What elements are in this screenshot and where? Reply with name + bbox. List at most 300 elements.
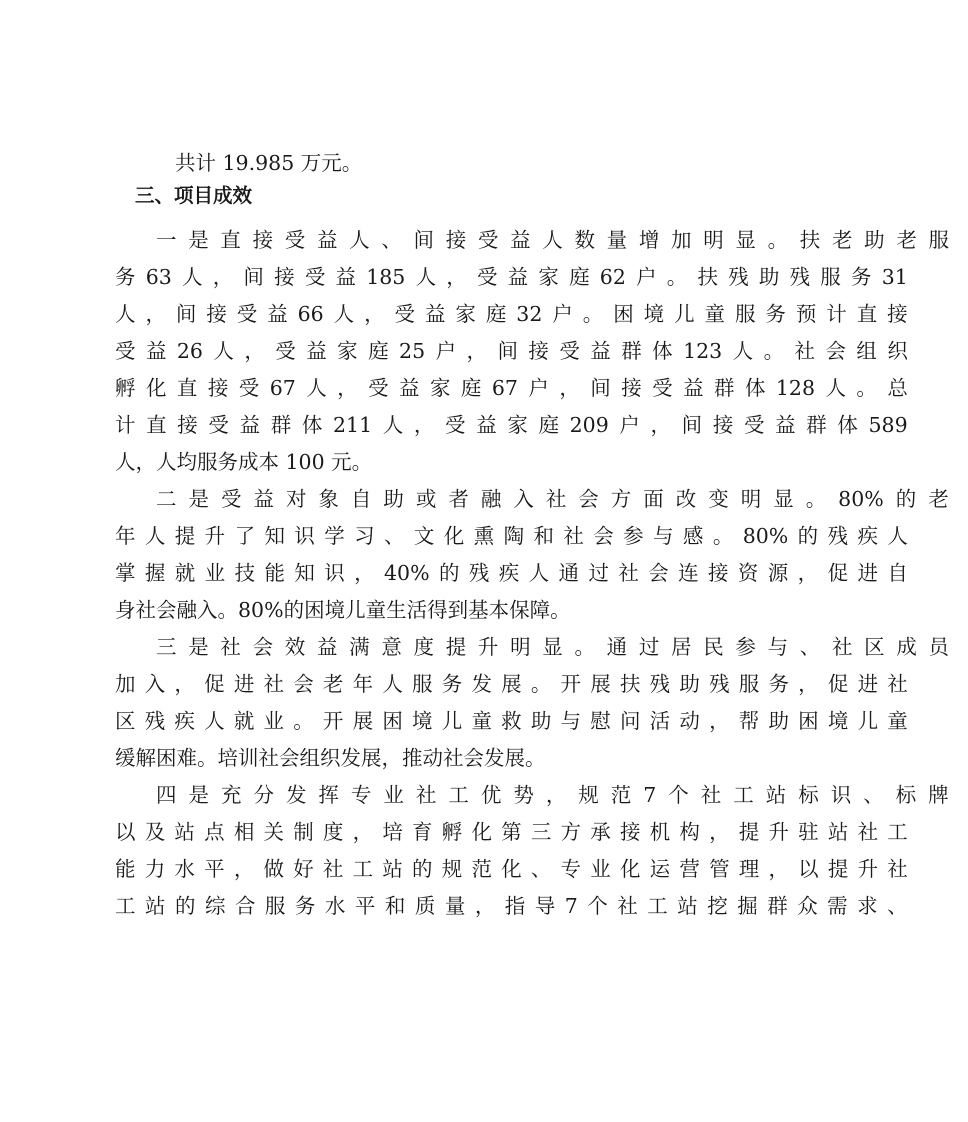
glyph: 能 (115, 857, 136, 881)
paragraph-line (156, 230, 949, 251)
glyph: 明 (510, 635, 531, 659)
glyph: 做 (263, 857, 285, 881)
glyph: 群 (714, 376, 735, 400)
glyph: 与 (653, 524, 674, 548)
glyph: 接 (708, 561, 729, 585)
glyph: 标 (895, 783, 917, 807)
glyph: 专 (560, 857, 582, 881)
glyph: 站 (382, 857, 403, 881)
glyph: 服 (820, 265, 841, 289)
glyph: 32 (516, 302, 543, 326)
glyph: 增 (638, 228, 660, 252)
glyph: 直 (146, 413, 167, 437)
glyph: 业 (590, 857, 611, 881)
glyph: 社 (700, 783, 722, 807)
glyph: 二 (156, 487, 177, 511)
glyph: ， (337, 376, 358, 400)
glyph: 老 (928, 487, 949, 511)
glyph: 67 (269, 376, 296, 400)
glyph: 接 (252, 228, 274, 252)
glyph: 的 (438, 561, 460, 585)
glyph: 优 (480, 783, 502, 807)
glyph: 员 (928, 635, 949, 659)
glyph: ， (559, 376, 580, 400)
glyph: 童 (471, 709, 492, 733)
glyph: 人 (349, 228, 370, 252)
glyph: 会 (825, 339, 846, 363)
glyph: 人 (333, 302, 355, 326)
glyph: 589 (868, 413, 908, 437)
glyph: 人 (887, 524, 908, 548)
glyph: 群 (621, 339, 642, 363)
glyph: 化 (619, 857, 641, 881)
paragraph-line (115, 415, 908, 436)
glyph: 自 (350, 487, 372, 511)
glyph: 进 (233, 672, 255, 696)
glyph: 受 (236, 302, 258, 326)
glyph: 活 (649, 709, 671, 733)
glyph: 识 (324, 561, 345, 585)
glyph: 入 (513, 487, 534, 511)
glyph: 帮 (738, 709, 760, 733)
glyph: 会 (648, 561, 669, 585)
glyph: 社 (887, 672, 908, 696)
glyph: 展 (590, 672, 611, 696)
glyph: 助 (679, 672, 700, 696)
glyph: 家 (538, 265, 559, 289)
glyph: 站 (174, 820, 195, 844)
glyph: 扶 (619, 672, 641, 696)
glyph: 受 (445, 413, 466, 437)
glyph: 需 (827, 894, 848, 918)
glyph: 。 (712, 524, 734, 548)
glyph: 直 (856, 302, 878, 326)
glyph: 家 (507, 413, 528, 437)
glyph: 户 (528, 376, 549, 400)
glyph: 社 (263, 672, 285, 696)
glyph: 及 (144, 820, 166, 844)
glyph: 社 (618, 561, 639, 585)
glyph: 是 (188, 487, 209, 511)
glyph: 众 (797, 894, 818, 918)
glyph: 直 (176, 376, 198, 400)
paragraph-line (115, 711, 908, 732)
glyph: 管 (709, 857, 730, 881)
glyph: ， (244, 339, 265, 363)
glyph: 80% (742, 524, 789, 548)
glyph: 128 (775, 376, 816, 400)
glyph: 间 (413, 228, 434, 252)
glyph: 站 (677, 894, 698, 918)
glyph: 67 (491, 376, 518, 400)
glyph: 益 (399, 376, 420, 400)
glyph: 社 (545, 487, 567, 511)
glyph: 助 (864, 228, 885, 252)
glyph: 服 (734, 302, 756, 326)
glyph: 融 (480, 487, 502, 511)
glyph: 工 (647, 894, 668, 918)
glyph: 三 (530, 820, 552, 844)
glyph: ， (354, 561, 375, 585)
glyph: ， (413, 413, 435, 437)
glyph: 接 (207, 376, 229, 400)
glyph: 体 (837, 413, 858, 437)
glyph: 益 (239, 413, 261, 437)
glyph: 挥 (318, 783, 339, 807)
glyph: 就 (174, 561, 196, 585)
glyph: 势 (513, 783, 534, 807)
glyph: 211 (332, 413, 373, 437)
glyph: 童 (704, 302, 725, 326)
glyph: 受 (220, 487, 242, 511)
glyph: 服 (264, 894, 286, 918)
glyph: 平 (354, 894, 376, 918)
glyph: 人 (528, 561, 550, 585)
glyph: 受 (275, 339, 296, 363)
glyph: 残 (728, 265, 749, 289)
glyph: 站 (827, 820, 849, 844)
glyph: 孵 (115, 376, 136, 400)
glyph: 规 (441, 857, 463, 881)
glyph: 、 (381, 228, 402, 252)
glyph: 益 (316, 228, 338, 252)
glyph: 促 (827, 561, 849, 585)
paragraph-line (115, 526, 908, 547)
glyph: 加 (115, 672, 136, 696)
glyph: 务 (851, 265, 872, 289)
glyph: 群 (270, 413, 292, 437)
glyph: 促 (827, 672, 849, 696)
glyph: 老 (322, 672, 344, 696)
glyph: 年 (352, 672, 374, 696)
glyph: 老 (831, 228, 853, 252)
glyph: 相 (233, 820, 255, 844)
glyph: 与 (560, 709, 582, 733)
glyph: ， (212, 265, 234, 289)
glyph: 提 (174, 524, 196, 548)
glyph: 是 (188, 783, 209, 807)
glyph: 31 (881, 265, 908, 289)
glyph: 间 (497, 339, 518, 363)
glyph: 自 (887, 561, 908, 585)
glyph: 残 (468, 561, 490, 585)
glyph: 助 (383, 487, 404, 511)
glyph: 和 (384, 894, 406, 918)
paragraph-line: 人，人均服务成本 100 元。 (115, 450, 373, 474)
glyph: 站 (144, 894, 166, 918)
glyph: 一 (156, 228, 177, 252)
glyph: 会 (252, 635, 274, 659)
glyph: 工 (352, 857, 374, 881)
glyph: 家 (337, 339, 358, 363)
glyph: 水 (174, 857, 195, 881)
glyph: 、 (384, 524, 405, 548)
glyph: ， (797, 561, 819, 585)
glyph: 问 (619, 709, 641, 733)
glyph: 面 (643, 487, 664, 511)
glyph: 制 (293, 820, 314, 844)
glyph: 庭 (460, 376, 482, 400)
glyph: 群 (767, 894, 788, 918)
glyph: 63 (145, 265, 172, 289)
glyph: 成 (896, 635, 917, 659)
glyph: 年 (115, 524, 136, 548)
glyph: 参 (623, 524, 644, 548)
glyph: 标 (798, 783, 819, 807)
paragraph-line (115, 896, 908, 917)
glyph: 站 (765, 783, 787, 807)
glyph: 导 (534, 894, 556, 918)
glyph: 力 (144, 857, 166, 881)
glyph: 受 (394, 302, 416, 326)
glyph: 务 (294, 894, 316, 918)
glyph: ， (466, 339, 487, 363)
glyph: 、 (887, 894, 908, 918)
glyph: 个 (668, 783, 689, 807)
glyph: 务 (768, 672, 789, 696)
paragraph-line (115, 674, 908, 695)
glyph: 意 (381, 635, 402, 659)
glyph: 人 (542, 228, 563, 252)
glyph: 庭 (368, 339, 389, 363)
glyph: 过 (588, 561, 609, 585)
glyph: 业 (263, 709, 285, 733)
glyph: 人 (415, 265, 437, 289)
glyph: 儿 (674, 302, 695, 326)
glyph: 展 (352, 709, 374, 733)
glyph: 升 (768, 820, 789, 844)
glyph: 直 (220, 228, 241, 252)
glyph: 资 (737, 561, 759, 585)
glyph: 户 (619, 413, 640, 437)
paragraph-line (115, 304, 908, 325)
glyph: 织 (887, 339, 908, 363)
glyph: 人 (382, 672, 403, 696)
glyph: 通 (606, 635, 628, 659)
glyph: 区 (115, 709, 136, 733)
glyph: 社 (322, 857, 344, 881)
glyph: 受 (284, 228, 306, 252)
glyph: 人 (825, 376, 846, 400)
glyph: 充 (220, 783, 242, 807)
glyph: 助 (530, 709, 552, 733)
paragraph-line (115, 563, 908, 584)
glyph: 残 (709, 672, 730, 696)
glyph: 残 (144, 709, 166, 733)
glyph: 孵 (441, 820, 463, 844)
glyph: 是 (188, 228, 209, 252)
glyph: 益 (507, 265, 529, 289)
glyph: 间 (243, 265, 264, 289)
glyph: 计 (826, 302, 847, 326)
glyph: 社 (887, 857, 908, 881)
glyph: ， (798, 672, 819, 696)
glyph: 益 (253, 487, 274, 511)
glyph: 计 (115, 413, 136, 437)
glyph: 务 (441, 672, 463, 696)
glyph: 户 (435, 339, 457, 363)
paragraph-line (115, 341, 908, 362)
glyph: 间 (175, 302, 197, 326)
glyph: 困 (613, 302, 634, 326)
glyph: 209 (569, 413, 609, 437)
glyph: 好 (293, 857, 314, 881)
glyph: 社 (415, 783, 437, 807)
glyph: 受 (652, 376, 673, 400)
glyph: 务 (115, 265, 136, 289)
glyph: 度 (413, 635, 434, 659)
glyph: 显 (542, 635, 563, 659)
glyph: 服 (928, 228, 949, 252)
glyph: 工 (448, 783, 469, 807)
glyph: 量 (606, 228, 628, 252)
glyph: 入 (144, 672, 166, 696)
glyph: 慰 (590, 709, 611, 733)
glyph: 接 (274, 265, 295, 289)
glyph: 困 (382, 709, 403, 733)
glyph: 7 (643, 783, 657, 807)
glyph: 业 (383, 783, 404, 807)
glyph: 人 (204, 709, 225, 733)
glyph: 户 (552, 302, 573, 326)
glyph: 扶 (799, 228, 821, 252)
paragraph-line (115, 822, 908, 843)
glyph: 家 (455, 302, 476, 326)
glyph: 。 (582, 302, 604, 326)
glyph: 老 (896, 228, 917, 252)
glyph: 是 (188, 635, 209, 659)
glyph: 区 (864, 635, 885, 659)
glyph: 源 (767, 561, 789, 585)
glyph: 加 (671, 228, 692, 252)
glyph: 第 (501, 820, 522, 844)
glyph: 改 (675, 487, 697, 511)
glyph: 象 (318, 487, 339, 511)
glyph: 益 (476, 413, 497, 437)
glyph: 明 (703, 228, 724, 252)
glyph: 。 (805, 487, 827, 511)
glyph: 受 (477, 228, 499, 252)
glyph: 知 (264, 524, 285, 548)
glyph: 儿 (441, 709, 463, 733)
glyph: 境 (827, 709, 849, 733)
glyph: 务 (765, 302, 786, 326)
glyph: 人 (213, 339, 234, 363)
glyph: 疾 (498, 561, 520, 585)
paragraph-line (156, 489, 949, 510)
glyph: 受 (304, 265, 326, 289)
glyph: 方 (610, 487, 632, 511)
glyph: ， (768, 857, 789, 881)
glyph: 提 (827, 857, 849, 881)
glyph: 对 (285, 487, 307, 511)
glyph: 开 (322, 709, 344, 733)
glyph: 群 (806, 413, 827, 437)
glyph: 受 (559, 339, 580, 363)
glyph: 人 (182, 265, 203, 289)
glyph: 间 (681, 413, 703, 437)
glyph: 识 (830, 783, 852, 807)
glyph: 构 (679, 820, 700, 844)
glyph: 效 (284, 635, 306, 659)
paragraph-line: 缓解困难。培训社会组织发展，推动社会发展。 (115, 746, 546, 770)
glyph: 规 (578, 783, 599, 807)
glyph: 显 (735, 228, 756, 252)
glyph: 服 (738, 672, 760, 696)
glyph: 三 (156, 635, 177, 659)
glyph: 社 (617, 894, 638, 918)
glyph: 通 (558, 561, 580, 585)
glyph: 参 (735, 635, 756, 659)
glyph: ， (650, 413, 672, 437)
glyph: 预 (795, 302, 817, 326)
glyph: 救 (501, 709, 522, 733)
glyph: 和 (533, 524, 554, 548)
glyph: 组 (856, 339, 877, 363)
glyph: 升 (477, 635, 499, 659)
glyph: 化 (145, 376, 167, 400)
glyph: 扶 (697, 265, 718, 289)
glyph: 以 (115, 820, 136, 844)
glyph: 度 (322, 820, 344, 844)
glyph: 满 (349, 635, 370, 659)
glyph: 境 (643, 302, 665, 326)
glyph: 牌 (928, 783, 949, 807)
glyph: 体 (652, 339, 673, 363)
glyph: 熏 (473, 524, 495, 548)
glyph: 。 (530, 672, 552, 696)
glyph: 数 (574, 228, 595, 252)
glyph: 业 (204, 561, 226, 585)
glyph: 123 (683, 339, 723, 363)
glyph: ， (474, 894, 496, 918)
glyph: 范 (610, 783, 632, 807)
glyph: 益 (590, 339, 611, 363)
glyph: ， (174, 672, 195, 696)
glyph: ， (145, 302, 166, 326)
glyph: 握 (144, 561, 166, 585)
glyph: 促 (204, 672, 225, 696)
glyph: 者 (448, 487, 469, 511)
glyph: 益 (306, 339, 327, 363)
glyph: ， (709, 820, 730, 844)
section-heading: 三、项目成效 (135, 184, 253, 207)
glyph: 工 (887, 820, 908, 844)
glyph: 人 (732, 339, 754, 363)
glyph: 。 (767, 228, 789, 252)
glyph: 接 (887, 302, 908, 326)
glyph: 庭 (569, 265, 590, 289)
glyph: 境 (412, 709, 433, 733)
glyph: 变 (708, 487, 729, 511)
glyph: 专 (350, 783, 372, 807)
glyph: 培 (382, 820, 403, 844)
glyph: 技 (234, 561, 256, 585)
glyph: 化 (501, 857, 522, 881)
glyph: 育 (412, 820, 433, 844)
glyph: 庭 (485, 302, 507, 326)
glyph: 化 (443, 524, 465, 548)
glyph: 进 (857, 561, 878, 585)
glyph: 发 (471, 672, 492, 696)
glyph: 习 (354, 524, 375, 548)
glyph: 户 (636, 265, 657, 289)
glyph: 人 (382, 413, 404, 437)
glyph: 接 (621, 376, 642, 400)
glyph: 升 (204, 524, 226, 548)
glyph: 质 (414, 894, 436, 918)
glyph: 体 (744, 376, 766, 400)
